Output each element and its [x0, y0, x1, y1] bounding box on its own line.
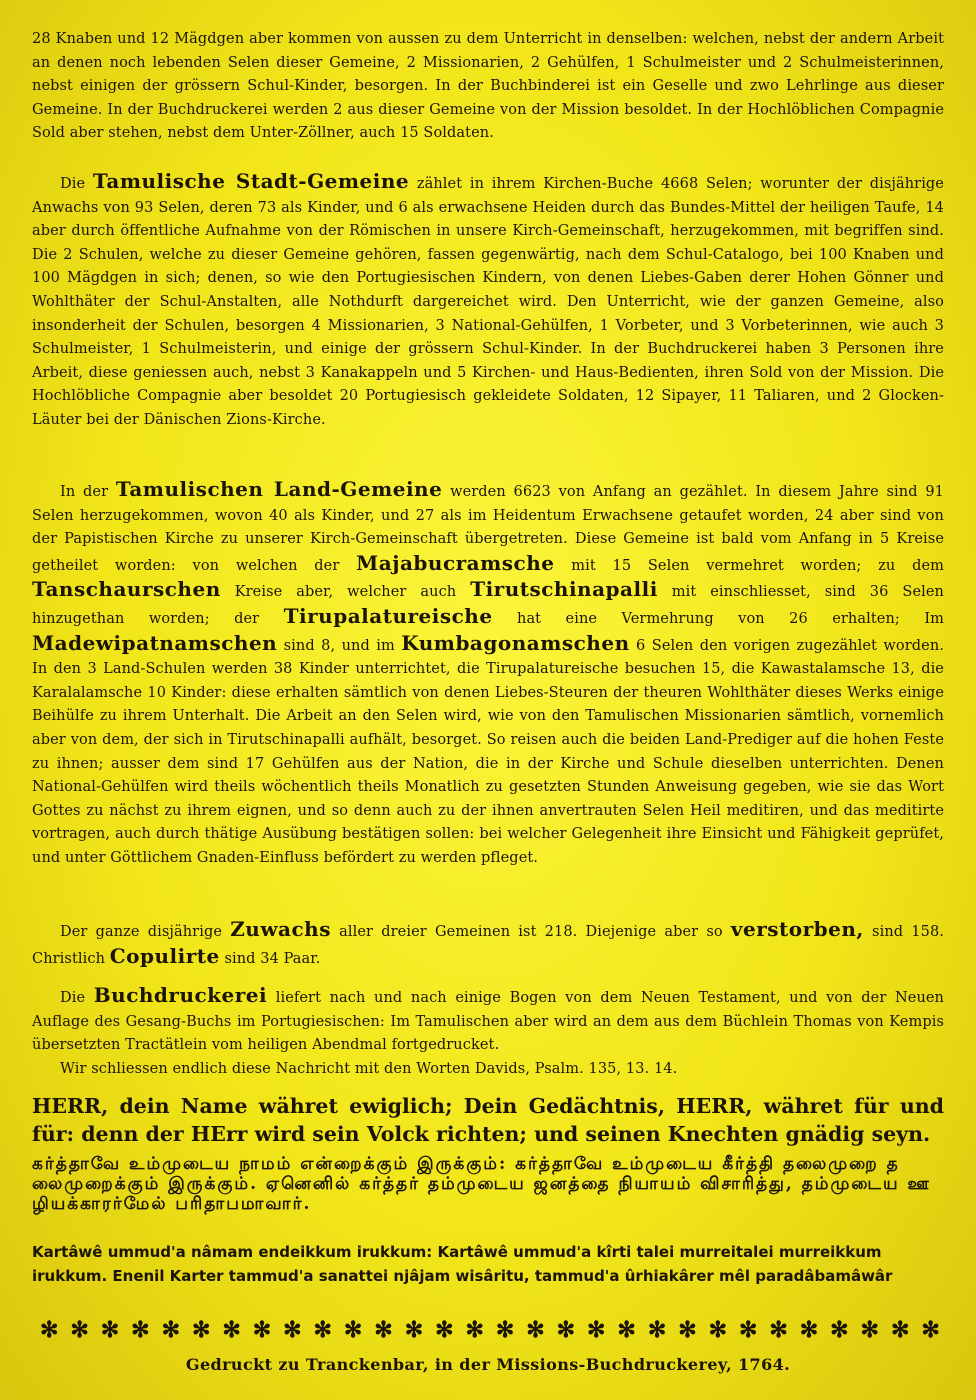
paragraph-text: sind 158. Christlich — [32, 924, 944, 967]
ornament-star-icon: ✻ — [647, 1318, 667, 1342]
ornament-star-icon: ✻ — [191, 1318, 211, 1342]
section-heading-buchdruckerei: Buchdruckerei — [93, 983, 268, 1007]
ornament-star-icon: ✻ — [617, 1318, 636, 1342]
ornament-star-icon: ✻ — [526, 1318, 545, 1342]
paragraph-text: Wir schliessen endlich diese Nachricht mit den Worten Davids, Psalm. 135, 13. 14. — [60, 1061, 678, 1077]
circle-name-madewipatnam: Madewipatnamschen — [32, 630, 278, 655]
ornament-star-icon: ✻ — [222, 1318, 241, 1342]
ornament-star-icon: ✻ — [495, 1318, 515, 1342]
paragraph-text: 28 Knaben und 12 Mägdgen aber kommen von aussen zu dem Unterricht in denselben: welchen, nebst der andern Arbeit an denen noch lebenden Selen dieser Gemeine, 2 Missionarien, 2 Gehülfen, 1 Schulmeister und 2 Schulmeisterinnen, nebst einigen der grössern Schul-Kinder, besorgen. In der Buchbinderei ist ein Geselle und zwo Lehrlinge aus dieser Gemeine. In der Buchdruckerei werden 2 aus dieser Gemeine von der Mission besoldet. In der Hochlöblichen Compagnie Sold aber stehen, nebst dem Unter-Zöllner, auch 15 Soldaten. — [32, 31, 944, 142]
paragraph-text: Der ganze disjährige — [60, 924, 223, 940]
ornament-star-icon: ✻ — [404, 1318, 424, 1342]
keyword-zuwachs: Zuwachs — [230, 917, 331, 941]
paragraph-stadt-gemeine — [32, 170, 944, 433]
paragraph-text: zählet in ihrem Kirchen-Buche 4668 Selen; worunter der disjährige Anwachs von 93 Selen, deren 73 als Kinder, und 6 als erwachsene Heiden durch das Bundes-Mittel der heiligen Taufe, 14 aber durch öffentliche Aufnahme von der Römischen in unsere Kirch-Gemeinschaft, herzugekommen, mit begriffen sind. Die 2 Schulen, welche zu dieser Gemeine gehören, fassen gegenwärtig, nach dem Schul-Catalogo, bei 100 Knaben und 100 Mägdgen in sich; denen, so wie den Portugiesischen Kindern, von denen Liebes-Gaben derer Hohen Gönner und Wohlthäter der Schul-Anstalten, alle Nothdurft dargereichet wird. Den Unterricht, wie der ganzen Gemeine, also insonderheit der Schulen, besorgen 4 Missionarien, 3 National-Gehülfen, 1 Vorbeter, und 3 Vorbeterinnen, wie auch 3 Schulmeister, 1 Schulmeisterin, und einige der grössern Schul-Kinder. In der Buchdruckerei haben 3 Personen ihre Arbeit, diese geniessen auch, nebst 3 Kanakappeln und 5 Kirchen- und Haus-Bedienten, ihren Sold von der Mission. Die Hochlöbliche Compagnie aber besoldet 20 Portugiesisch gekleidete Soldaten, 12 Sipayer, 11 Taliaren, und 2 Glocken-Läuter bei der Dänischen Zions-Kirche. — [32, 176, 944, 428]
printer-imprint — [0, 1355, 976, 1374]
section-heading-land-gemeine: Tamulischen Land-Gemeine — [115, 477, 443, 501]
ornament-star-icon: ✻ — [343, 1318, 363, 1342]
keyword-copulirte: Copulirte — [109, 943, 220, 968]
paragraph-land-gemeine — [32, 478, 944, 871]
paragraph-text: Kreise aber, welcher auch — [234, 584, 457, 601]
paragraph-lead: In der — [60, 484, 109, 500]
paragraph-text: aller dreier Gemeinen ist 218. Diejenige aber so — [339, 924, 723, 940]
psalm-text: HERR, dein Name währet ewiglich; Dein Gedächtnis, HERR, währet für und für: denn der HErr wird sein Volck richten; und seinen Knechten gnädig seyn. — [32, 1094, 944, 1146]
paragraph-text: werden 6623 von Anfang an gezählet. In diesem Jahre sind 91 Selen herzugekommen, wovon 40 als Kinder, und 27 als im Heidentum Erwachsene getaufet worden, 24 aber sind von der Papistischen Kirche zu unserer Kirch-Gemeinschaft übergetreten. Diese Gemeine ist bald vom Anfang in 5 Kreise getheilet worden: von welchen der — [32, 484, 944, 574]
paragraph-growth-summary — [32, 918, 944, 971]
ornament-star-icon: ✻ — [161, 1318, 180, 1342]
ornament-star-icon: ✻ — [374, 1318, 393, 1342]
section-heading-stadt-gemeine: Tamulische Stadt-Gemeine — [92, 169, 410, 193]
circle-name-tirupalatur: Tirupalatureische — [283, 603, 493, 628]
ornament-star-icon: ✻ — [738, 1318, 758, 1342]
paragraph-text: liefert nach und nach einige Bogen von dem Neuen Testament, und von der Neuen Auflage des Gesang-Buchs im Portugiesischen: Im Tamulischen aber wird an dem aus dem Büchlein Thomas von Kempis übersetzten Tractätlein vom heiligen Abendmal fortgedrucket. — [32, 990, 944, 1054]
imprint-text: Gedruckt zu Tranckenbar, in der Missions-Buchdruckerey, 1764. — [185, 1355, 791, 1374]
paragraph-text: 6 Selen den vorigen zugezählet worden. In den 3 Land-Schulen werden 38 Kinder unterrichtet, die Tirupalatureische besuchen 15, die Kawastalamsche 13, die Karalalamsche 10 Kinder: diese erhalten sämtlich von denen Liebes-Steuren der theuren Wohlthäter dieses Werks einige Beihülfe zu ihrem Unterhalt. Die Arbeit an den Selen wird, wie von den Tamulischen Missionarien sämtlich, vornemlich aber von dem, der sich in Tirutschinapalli aufhält, besorget. So reisen auch die beiden Land-Prediger auf die hohen Feste zu ihnen; ausser dem sind 17 Gehülfen aus der Nation, die in der Kirche und Schule dieselben unterrichten. Denen National-Gehülfen wird theils wöchentlich theils Monatlich zu gesetzten Stunden Anweisung gegeben, wie sie das Wort Gottes zu nächst zu ihrem eignen, und so denn auch zu der ihnen anvertrauten Selen Heil meditiren, und das meditirte vortragen, auch durch thätige Ausübung bestätigen sollen: bei welcher Gelegenheit ihre Einsicht und Fähigkeit geprüfet, und unter Göttlichem Gnaden-Einfluss befördert zu werden pfleget. — [32, 637, 944, 866]
ornament-star-icon: ✻ — [435, 1318, 454, 1342]
psalm-quotation — [32, 1092, 944, 1148]
ornament-star-icon: ✻ — [70, 1318, 89, 1342]
transliteration-text: Kartâwê ummud'a nâmam endeikkum irukkum: Kartâwê ummud'a kîrti talei murreitalei murreikkum irukkum. Enenil Karter tammud'a sanattei njâjam wisâritu, tammud'a ûrhiakârer mêl paradâbamâwâr — [32, 1243, 893, 1285]
paragraph-text: sind 8, und im — [283, 637, 395, 654]
ornament-star-icon: ✻ — [100, 1318, 120, 1342]
place-name-tirutschinapalli: Tirutschinapalli — [470, 577, 658, 602]
ornament-star-icon: ✻ — [860, 1318, 879, 1342]
paragraph-school-report — [32, 28, 944, 146]
ornament-star-icon: ✻ — [830, 1318, 849, 1342]
paragraph-text: sind 34 Paar. — [224, 950, 321, 967]
paragraph-text: mit einschliesset, sind 36 Selen hinzugethan worden; der — [32, 584, 944, 627]
transliteration-block — [32, 1240, 944, 1288]
ornament-star-icon: ✻ — [587, 1318, 606, 1342]
ornament-star-icon: ✻ — [799, 1318, 819, 1342]
ornament-star-icon: ✻ — [921, 1318, 940, 1342]
paragraph-closing — [32, 1058, 944, 1082]
ornament-star-icon: ✻ — [283, 1318, 302, 1342]
ornament-star-icon: ✻ — [131, 1318, 150, 1342]
ornament-star-icon: ✻ — [313, 1318, 332, 1342]
ornament-star-icon: ✻ — [678, 1318, 697, 1342]
paragraph-buchdruckerei — [32, 984, 944, 1058]
ornament-star-icon: ✻ — [40, 1318, 59, 1342]
ornament-star-icon: ✻ — [769, 1318, 788, 1342]
ornament-star-icon: ✻ — [556, 1318, 576, 1342]
circle-name-tanschaur: Tanschaurschen — [32, 577, 221, 602]
circle-name-majabucram: Majabucramsche — [356, 550, 555, 575]
paragraph-lead: Die — [60, 176, 86, 192]
ornament-star-icon: ✻ — [708, 1318, 728, 1342]
ornament-star-icon: ✻ — [252, 1318, 272, 1342]
circle-name-kumbagonam: Kumbagonamschen — [401, 630, 630, 655]
ornamental-border — [40, 1318, 940, 1342]
paragraph-lead: Die — [60, 990, 86, 1006]
tamil-text: கர்த்தாவே உம்முடைய நாமம் என்றைக்கும் இருக்கும்: கர்த்தாவே உம்முடைய கீர்த்தி தலைமுறை தலைமுறைக்கும் இருக்கும். ஏனெனில் கர்த்தர் தம்முடைய ஜனத்தை நியாயம் விசாரித்து, தம்முடைய ஊழியக்காரர்மேல் பரிதாபமாவார். — [32, 1154, 931, 1214]
paragraph-text: mit 15 Selen vermehret worden; zu dem — [571, 557, 944, 574]
keyword-verstorben: verstorben, — [730, 917, 864, 941]
paragraph-text: hat eine Vermehrung von 26 erhalten; Im — [517, 610, 944, 627]
ornament-star-icon: ✻ — [465, 1318, 484, 1342]
ornament-star-icon: ✻ — [890, 1318, 910, 1342]
tamil-script-block — [32, 1154, 944, 1214]
